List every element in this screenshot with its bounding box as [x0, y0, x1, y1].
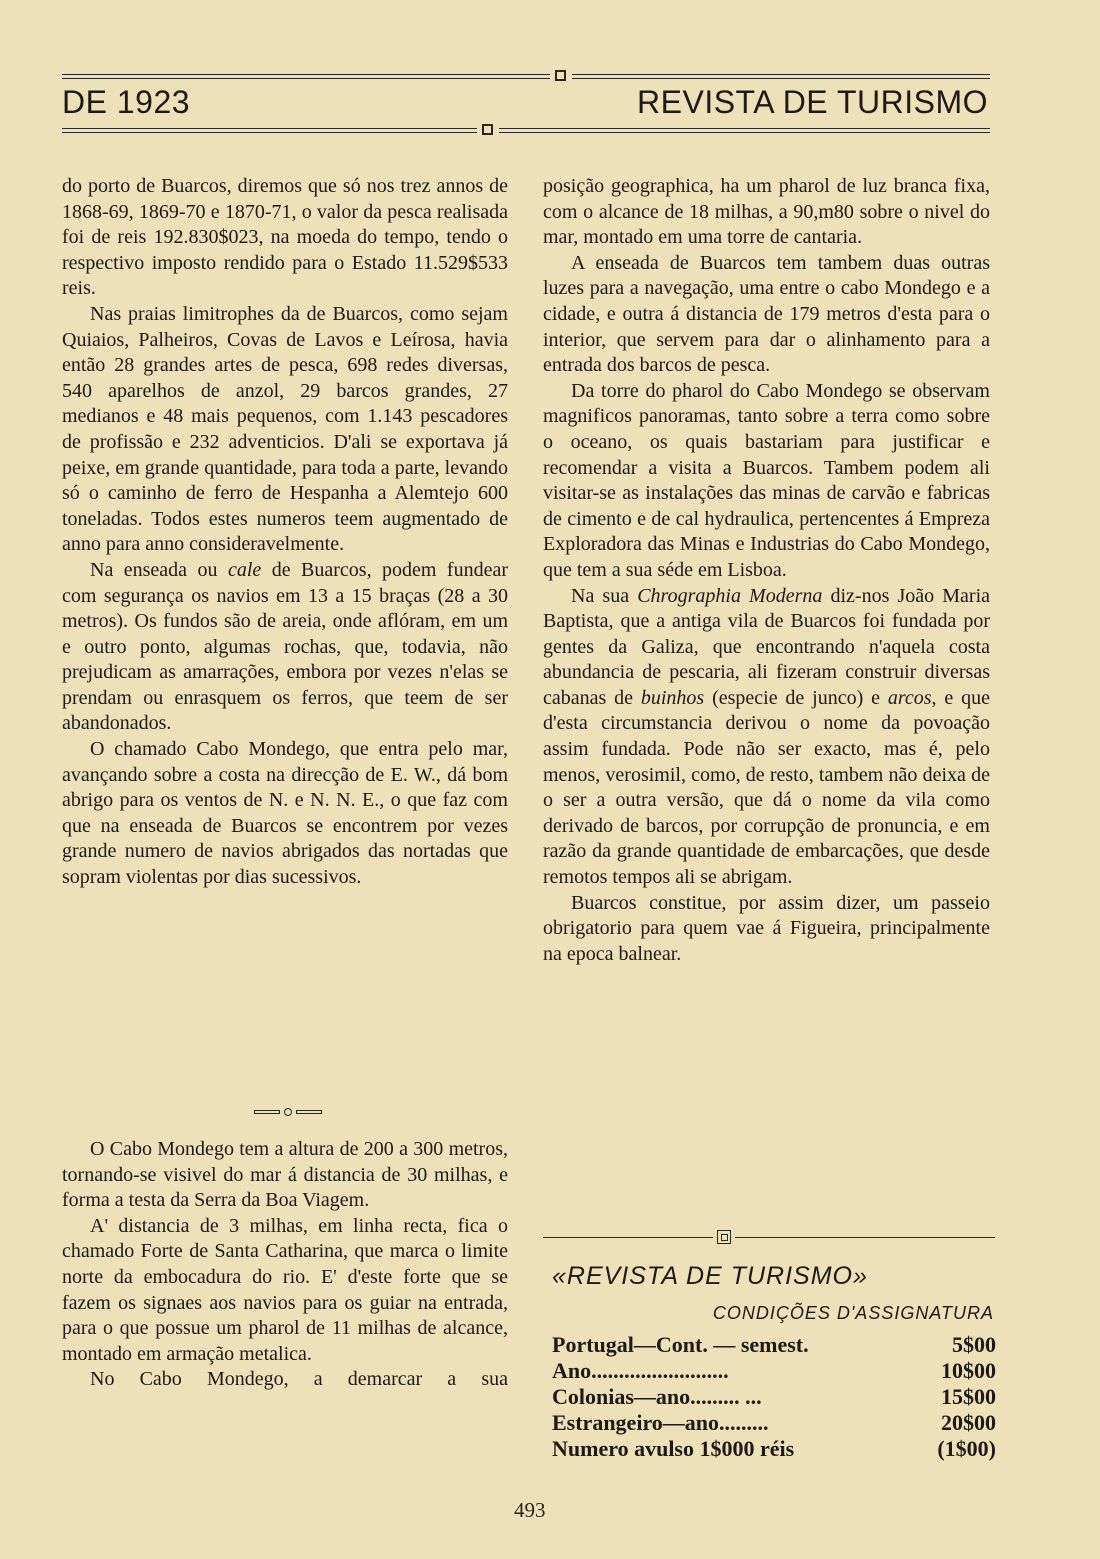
left-column: [62, 174, 508, 891]
subscription-title: «REVISTA DE TURISMO»: [552, 1262, 868, 1290]
section-separator: [254, 1107, 322, 1117]
right-column: [543, 174, 990, 967]
paragraph: Da torre do pharol do Cabo Mondego se observam magnificos panoramas, tanto sobre a terra como sobre o oceano, os quais bastariam para justificar e recomendar a visita a Buarcos. Tambem podem ali visitar-se as instalações das minas de carvão e fabricas de cimento e de cal hydraulica, pertencentes á Empreza Exploradora das Minas e Industrias do Cabo Mondego, que tem a sua séde em Lisboa.: [543, 379, 990, 581]
header-top-ornament: [555, 70, 566, 81]
header-bottom-rule-right-2: [499, 132, 990, 133]
header-bottom-rule-right: [499, 128, 990, 129]
paragraph: posição geographica, ha um pharol de luz branca fixa, com o alcance de 18 milhas, a 90,m80 sobre o nivel do mar, montado em uma torre de cantaria.: [543, 175, 990, 249]
price-row: Numero avulso 1$000 réis (1$00): [552, 1436, 996, 1461]
paragraph: do porto de Buarcos, diremos que só nos trez annos de 1868-69, 1869-70 e 1870-71, o valor da pesca realisada foi de reis 192.830$023, na moeda do tempo, tendo o respectivo imposto rendido para o Estado 11.529$533 reis.: [62, 175, 508, 300]
page-number: 493: [514, 1498, 546, 1522]
paragraph: No Cabo Mondego, a demarcar a sua: [90, 1368, 508, 1391]
subscription-price-table: [552, 1332, 996, 1462]
header-top-rule-left: [62, 74, 550, 75]
book-title: Chrographia Moderna: [637, 584, 823, 607]
paragraph: A enseada de Buarcos tem tambem duas outras luzes para a navegação, uma entre o cabo Mondego e a cidade, e outra á distancia de 179 metros d'esta para o interior, que servem para dar o alinhamento para a entrada dos barcos de pesca.: [543, 251, 990, 377]
ad-rule-right: [735, 1237, 995, 1238]
price-row: Estrangeiro—ano......... 20$00: [552, 1410, 996, 1435]
ad-ornament: [717, 1230, 731, 1244]
subscription-subtitle: CONDIÇÕES D'ASSIGNATURA: [712, 1303, 994, 1323]
paragraph: Nas praias limitrophes da de Buarcos, como sejam Quiaios, Palheiros, Covas de Lavos e Leírosa, havia então 28 grandes artes de pesca, 698 redes diversas, 540 aparelhos de anzol, 29 barcos grandes, 27 medianos e 48 mais pequenos, com 1.143 pescadores de profissão e 232 adventicios. D'ali se exportava já peixe, em grande quantidade, para toda a parte, levando só o caminho de ferro de Hespanha a Alemtejo 600 toneladas. Todos estes numeros teem augmentado de anno para anno consideravelmente.: [62, 302, 508, 556]
header-bottom-ornament: [482, 124, 493, 135]
paragraph: Na enseada ou cale de Buarcos, podem fundear com segurança os navios em 13 a 15 braças (28 a 30 metros). Os fundos são de areia, onde aflóram, em um e outro ponto, algumas rochas, que, todavia, não prejudicam as amarrações, embora por vezes n'elas se prendam ou enrasquem os ferros, que teem de ser abandonados.: [62, 558, 508, 735]
ad-rule-left: [543, 1237, 713, 1238]
header-bottom-rule-left: [62, 128, 477, 129]
paragraph: O chamado Cabo Mondego, que entra pelo mar, avançando sobre a costa na direcção de E. W., dá bom abrigo para os ventos de N. e N. N. E., o que faz com que na enseada de Buarcos se encontrem por vezes grande numero de navios abrigados das nortadas que sopram violentas por dias sucessivos.: [62, 738, 508, 889]
price-row: Portugal—Cont. — semest. 5$00: [552, 1332, 996, 1357]
paragraph: A' distancia de 3 milhas, em linha recta, fica o chamado Forte de Santa Catharina, que marca o limite norte da embocadura do rio. E' d'este forte que se fazem os signaes aos navios para os guiar na entrada, para o que possue um pharol de 11 milhas de alcance, montado em armação metalica.: [62, 1214, 508, 1365]
left-column-continued: [62, 1137, 508, 1393]
header-top-rule-left-2: [62, 78, 550, 79]
paragraph: Na sua Chrographia Moderna diz-nos João Maria Baptista, que a antiga vila de Buarcos foi fundada por gentes da Galiza, que encontrando n'aquela costa abundancia de pescaria, ali fizeram construir diversas cabanas de buinhos (especie de junco) e arcos, e que d'esta circumstancia derivou o nome da povoação assim fundada. Pode não ser exacto, mas é, pelo menos, verosimil, como, de resto, tambem não deixa de o ser a outra versão, que dá o nome da vila como derivado de barcos, por corrupção de pronuncia, e em razão da grande quantidade de embarcações, que desde remotos tempos ali se abrigam.: [543, 584, 991, 889]
price-row: Colonias—ano......... ... 15$00: [552, 1384, 996, 1409]
header-date: DE 1923: [62, 84, 191, 120]
header-title: REVISTA DE TURISMO: [637, 84, 988, 120]
header-top-rule-right: [572, 74, 990, 75]
price-row: Ano......................... 10$00: [552, 1358, 996, 1383]
paragraph: Buarcos constitue, por assim dizer, um passeio obrigatorio para quem vae á Figueira, principalmente na epoca balnear.: [543, 891, 990, 965]
paragraph: O Cabo Mondego tem a altura de 200 a 300 metros, tornando-se visivel do mar á distancia de 30 milhas, e forma a testa da Serra da Boa Viagem.: [62, 1138, 508, 1212]
header-bottom-rule-left-2: [62, 132, 477, 133]
header-top-rule-right-2: [572, 78, 990, 79]
